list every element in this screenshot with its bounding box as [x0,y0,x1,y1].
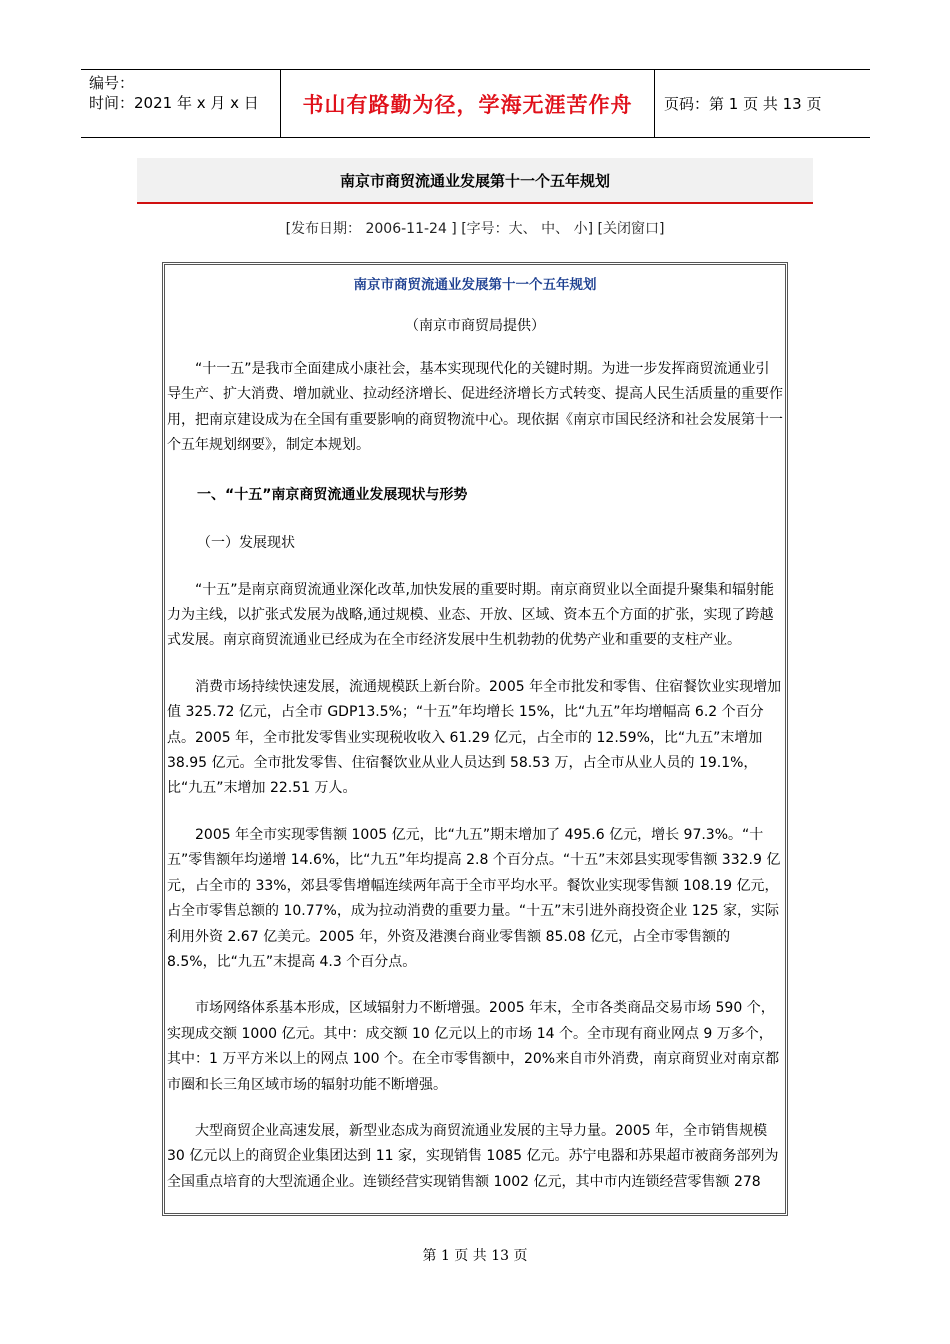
provider-line: （南京市商贸局提供） [405,318,545,334]
page-label: 页码：第 1 页 共 13 页 [664,95,822,113]
section-heading: 一、“十五”南京商贸流通业发展现状与形势 [197,486,468,503]
article-meta: [发布日期： 2006-11-24 ] [字号：大、 中、 小] [关闭窗口] [285,221,665,237]
header-info-cell [81,70,280,137]
article-title-bar [137,158,813,204]
page-number-cell [654,70,870,137]
motto-cell [280,70,655,137]
paragraph-market-network: 市场网络体系基本形成，区域辐射力不断增强。2005 年末，全市各类商品交易市场 590 个，实现成交额 1000 亿元。其中：成交额 10 亿元以上的市场 14 个。全市现有商业网点 9 万多个，其中：1 万平方米以上的网点 100 个。在全市零售额中，20%来自市外消费，南京商贸业对南京都市圈和长三角区域市场的辐射功能不断增强。 [167,1000,780,1093]
paragraph-development: “十五”是南京商贸流通业深化改革,加快发展的重要时期。南京商贸业以全面提升聚集和辐射能力为主线，以扩张式发展为战略,通过规模、业态、开放、区域、资本五个方面的扩张，实现了跨越式发展。南京商贸流通业已经成为在全市经济发展中生机勃勃的优势产业和重要的支柱产业。 [167,581,774,649]
document-header [81,69,870,138]
paragraph-consumer-market: 消费市场持续快速发展，流通规模跃上新台阶。2005 年全市批发和零售、住宿餐饮业实现增加值 325.72 亿元，占全市 GDP13.5%；“十五”年均增长 15%，比“九五”年均增幅高 6.2 个百分点。2005 年，全市批发零售业实现税收收入 61.29 亿元，占全市的 12.59%，比“九五”末增加 38.95 亿元。全市批发零售、住宿餐饮业从业人员达到 58.53 万，占全市从业人员的 19.1%，比“九五”末增加 22.51 万人。 [167,678,782,797]
intro-paragraph: “十一五”是我市全面建成小康社会，基本实现现代化的关键时期。为进一步发挥商贸流通业引导生产、扩大消费、增加就业、拉动经济增长、促进经济增长方式转变、提高人民生活质量的重要作用，把南京建设成为在全国有重要影响的商贸物流中心。现依据《南京市国民经济和社会发展第十一个五年规划纲要》，制定本规划。 [167,361,783,454]
motto-text: 书山有路勤为径，学海无涯苦作舟 [302,92,633,117]
paragraph-retail-sales: 2005 年全市实现零售额 1005 亿元，比“九五”期末增加了 495.6 亿元，增长 97.3%。“十五”零售额年均递增 14.6%，比“九五”年均提高 2.8 个百分点。“十五”末郊县实现零售额 332.9 亿元，占全市的 33%，郊县零售增幅连续两年高于全市平均水平。餐饮业实现零售额 108.19 亿元，占全市零售总额的 10.77%，成为拉动消费的重要力量。“十五”末引进外商投资企业 125 家，实际利用外资 2.67 亿美元。2005 年，外资及港澳台商业零售额 85.08 亿元，占全市零售额的 8.5%，比“九五”末提高 4.3 个百分点。 [167,826,781,970]
paragraph-large-enterprises: 大型商贸企业高速发展，新型业态成为商贸流通业发展的主导力量。2005 年，全市销售规模 30 亿元以上的商贸企业集团达到 11 家，实现销售 1085 亿元。苏宁电器和苏果超市被商务部列为全国重点培育的大型流通企业。连锁经营实现销售额 1002 亿元，其中市内连锁经营零售额 278 [167,1122,779,1190]
number-label: 编号： [89,74,135,92]
page-title: 南京市商贸流通业发展第十一个五年规划 [339,171,610,190]
date-label: 时间：2021 年 x 月 x 日 [89,94,259,112]
subsection-heading: （一）发展现状 [197,534,295,551]
content-box [162,262,788,1216]
page-footer: 第 1 页 共 13 页 [422,1248,528,1264]
content-title: 南京市商贸流通业发展第十一个五年规划 [353,277,597,293]
